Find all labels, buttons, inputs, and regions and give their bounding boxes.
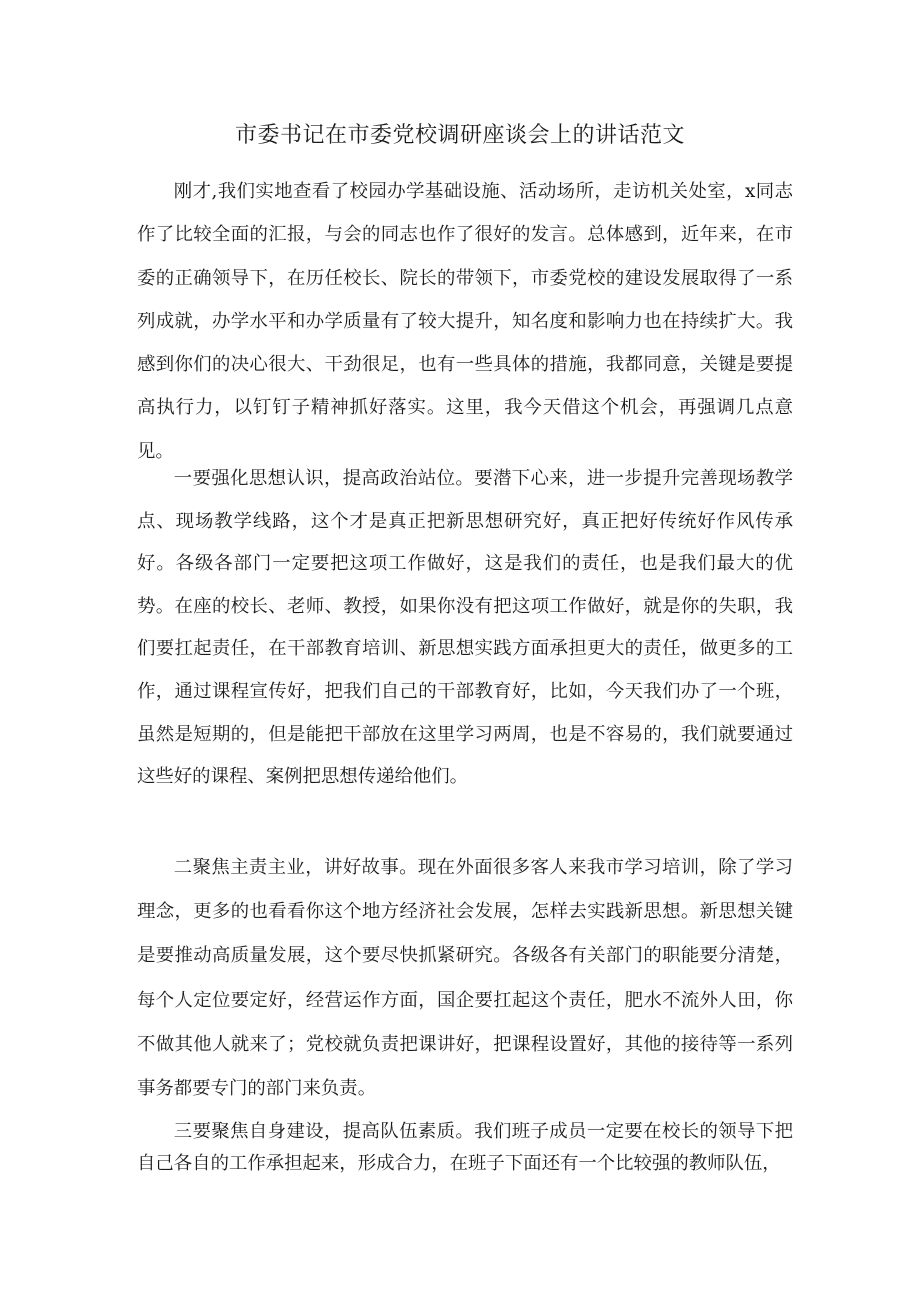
paragraph-intro: 刚才,我们实地查看了校园办学基础设施、活动场所，走访机关处室，x同志作了比较全面的汇报，与会的同志也作了很好的发言。总体感到，近年来，在市委的正确领导下，在历任校长、院长的带领下，市委党校的建设发展取得了一系列成就，办学水平和办学质量有了较大提升，知名度和影响力也在持续扩大。我感到你们的决心很大、干劲很足，也有一些具体的措施，我都同意，关键是要提高执行力，以钉钉子精神抓好落实。这里，我今天借这个机会，再强调几点意见。 (137, 181, 793, 462)
paragraph-point-two: 二聚焦主责主业，讲好故事。现在外面很多客人来我市学习培训，除了学习理念，更多的也看看你这个地方经济社会发展，怎样去实践新思想。新思想关键是要推动高质量发展，这个要尽快抓紧研究。各级各有关部门的职能要分清楚，每个人定位要定好，经营运作方面，国企要扛起这个责任，肥水不流外人田，你不做其他人就来了；党校就负责把课讲好，把课程设置好，其他的接待等一系列事务都要专门的部门来负责。 (137, 857, 793, 1100)
paragraph-point-three: 三要聚焦自身建设，提高队伍素质。我们班子成员一定要在校长的领导下把自己各自的工作承担起来，形成合力，在班子下面还有一个比较强的教师队伍， (137, 1121, 793, 1174)
paragraph-point-one: 一要强化思想认识，提高政治站位。要潜下心来，进一步提升完善现场教学点、现场教学线路，这个才是真正把新思想研究好，真正把好传统好作风传承好。各级各部门一定要把这项工作做好，这是我们的责任，也是我们最大的优势。在座的校长、老师、教授，如果你没有把这项工作做好，就是你的失职，我们要扛起责任，在干部教育培训、新思想实践方面承担更大的责任，做更多的工作，通过课程宣传好，把我们自己的干部教育好，比如，今天我们办了一个班，虽然是短期的，但是能把干部放在这里学习两周，也是不容易的，我们就要通过这些好的课程、案例把思想传递给他们。 (137, 468, 793, 788)
document-title: 市委书记在市委党校调研座谈会上的讲话范文 (234, 123, 685, 148)
